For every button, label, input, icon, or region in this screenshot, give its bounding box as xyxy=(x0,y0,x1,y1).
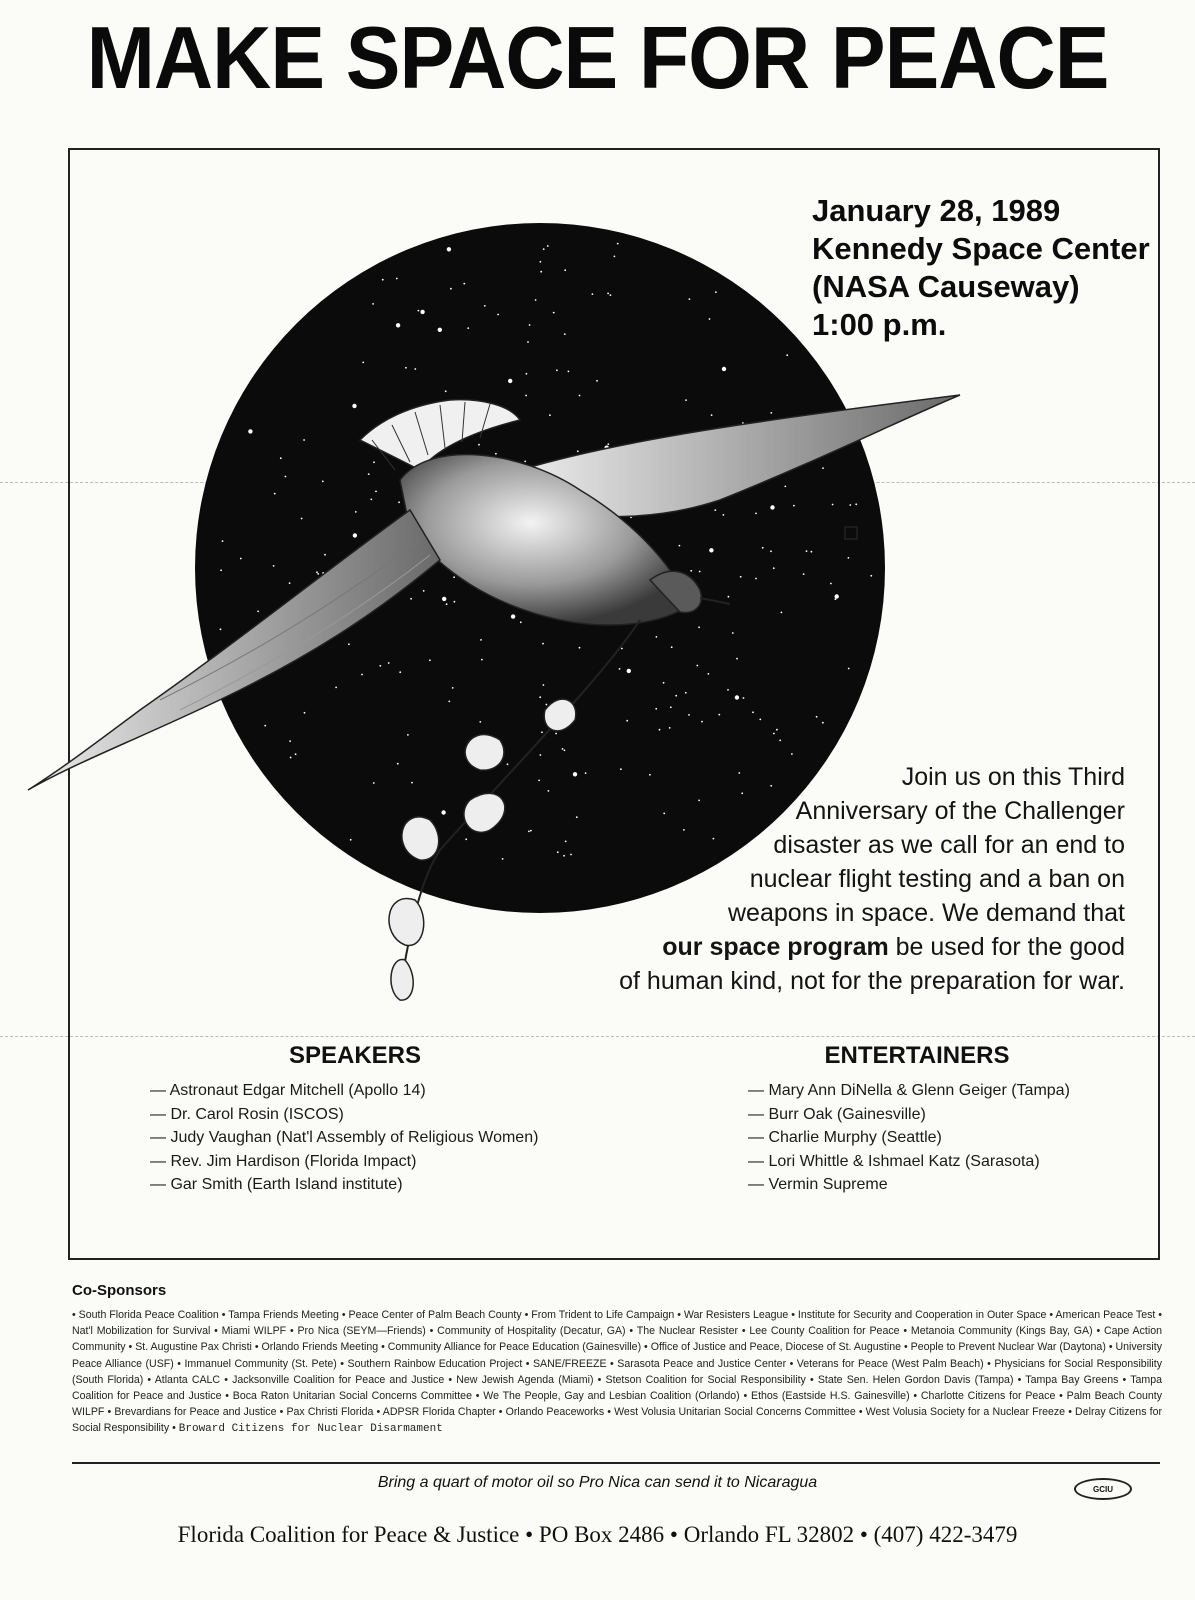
star xyxy=(621,648,623,650)
event-date: January 28, 1989 xyxy=(812,193,1061,228)
star xyxy=(627,669,631,673)
star xyxy=(264,725,266,727)
star xyxy=(539,696,541,698)
star xyxy=(448,701,450,703)
star xyxy=(671,646,673,648)
star xyxy=(538,780,540,782)
star xyxy=(289,582,291,584)
star xyxy=(762,547,764,549)
star xyxy=(507,763,509,765)
star xyxy=(353,533,357,537)
star xyxy=(743,697,745,699)
star xyxy=(540,271,542,273)
star xyxy=(303,439,305,441)
star xyxy=(698,626,700,628)
star xyxy=(626,720,628,722)
star xyxy=(445,390,447,392)
star xyxy=(659,729,661,731)
union-label-icon xyxy=(1074,1478,1132,1500)
speaker-item: — Dr. Carol Rosin (ISCOS) xyxy=(150,1105,344,1123)
star xyxy=(220,628,222,630)
star xyxy=(773,733,775,735)
star xyxy=(784,486,786,488)
star xyxy=(525,395,527,397)
star xyxy=(373,461,375,463)
star xyxy=(563,855,565,857)
star xyxy=(848,668,850,670)
star xyxy=(728,596,730,598)
star xyxy=(565,841,567,843)
star xyxy=(835,594,839,598)
star xyxy=(453,576,455,578)
star xyxy=(663,682,665,684)
star xyxy=(732,632,734,634)
star xyxy=(240,558,242,560)
star xyxy=(656,636,658,638)
star xyxy=(348,643,350,645)
star xyxy=(322,481,324,483)
star xyxy=(614,256,616,258)
star xyxy=(579,647,581,649)
entertainer-item: — Lori Whittle & Ishmael Katz (Sarasota) xyxy=(748,1152,1040,1170)
star xyxy=(669,727,671,729)
star xyxy=(495,453,497,455)
speaker-item: — Judy Vaughan (Nat'l Assembly of Religious Women) xyxy=(150,1129,539,1146)
star xyxy=(579,395,581,397)
star xyxy=(556,369,558,371)
star xyxy=(557,851,559,853)
star xyxy=(410,598,412,600)
star xyxy=(822,467,824,469)
star xyxy=(370,499,372,501)
star xyxy=(528,831,530,833)
star xyxy=(382,279,384,281)
star xyxy=(596,380,598,382)
star xyxy=(441,810,445,814)
blurb-line xyxy=(585,930,1125,964)
star xyxy=(423,590,425,592)
organization-contact: Florida Coalition for Peace & Justice • PO Box 2486 • Orlando FL 32802 • (407) 422-3479 xyxy=(177,1522,1018,1547)
star xyxy=(752,711,754,713)
cosponsors-heading: Co-Sponsors xyxy=(72,1282,167,1299)
motor-oil-note: Bring a quart of motor oil so Pro Nica can send it to Nicaragua xyxy=(377,1474,818,1491)
star xyxy=(530,830,532,832)
entertainer-item: — Mary Ann DiNella & Glenn Geiger (Tampa) xyxy=(748,1082,1070,1099)
star xyxy=(759,719,761,721)
star xyxy=(610,294,612,296)
blurb-line: nuclear flight testing and a ban on xyxy=(749,865,1125,893)
star xyxy=(540,261,542,263)
star xyxy=(388,662,390,664)
star xyxy=(295,753,297,755)
star xyxy=(793,505,795,507)
star xyxy=(755,513,757,515)
star xyxy=(779,740,781,742)
star xyxy=(547,245,549,247)
star xyxy=(220,569,222,571)
star xyxy=(740,576,742,578)
blurb-line: of human kind, not for the preparation for war. xyxy=(619,967,1125,995)
star xyxy=(786,354,788,356)
star xyxy=(420,310,424,314)
blurb-emphasis: our space program xyxy=(662,933,889,961)
star xyxy=(870,575,872,577)
star xyxy=(289,740,291,742)
star xyxy=(529,324,531,326)
star xyxy=(398,501,400,503)
star xyxy=(335,687,337,689)
star xyxy=(541,731,543,733)
star xyxy=(573,772,577,776)
star xyxy=(446,603,448,605)
star xyxy=(511,614,515,618)
star xyxy=(848,557,850,559)
star xyxy=(317,573,319,575)
star xyxy=(715,291,717,293)
star xyxy=(355,511,357,513)
star xyxy=(701,721,703,723)
star xyxy=(484,305,486,307)
star xyxy=(465,838,467,840)
star xyxy=(368,473,370,475)
star xyxy=(454,601,456,603)
star xyxy=(617,243,619,245)
star xyxy=(770,412,772,414)
star xyxy=(722,367,726,371)
event-sub-place: (NASA Causeway) xyxy=(812,269,1080,304)
star xyxy=(619,668,621,670)
footer-divider xyxy=(72,1462,1160,1464)
star xyxy=(685,399,687,401)
star xyxy=(540,754,542,756)
star xyxy=(301,518,303,520)
star xyxy=(735,695,739,699)
blurb-line: weapons in space. We demand that xyxy=(727,899,1125,927)
star xyxy=(248,429,252,433)
cosponsors-list xyxy=(72,1307,1162,1438)
star xyxy=(372,303,374,305)
star xyxy=(562,748,564,750)
event-place: Kennedy Space Center xyxy=(812,231,1150,266)
star xyxy=(497,314,499,316)
star xyxy=(688,714,690,716)
speaker-item: — Gar Smith (Earth Island institute) xyxy=(150,1176,403,1193)
star xyxy=(592,293,594,295)
entertainers-heading: ENTERTAINERS xyxy=(824,1042,1010,1069)
star xyxy=(607,293,609,295)
star xyxy=(543,248,545,250)
star xyxy=(397,763,399,765)
cosponsors-printed: • South Florida Peace Coalition • Tampa Friends Meeting • Peace Center of Palm Beach County • From Trident to Life Campaign • War Resisters League • Institute for Security and Cooperation in Outer Space • American Peace Test • Nat'l Mobilization for Survival • Miami WILPF • Pro Nica (SEYM—Friends) • Community of Hospitality (Decatur, GA) • The Nuclear Resister • Lee County Coalition for Peace • Metanoia Community (Kings Bay, GA) • Cape Action Community • St. Augustine Pax Christi • Orlando Friends Meeting • Community Alliance for Peace Education (Gainesville) • Office of Justice and Peace, Diocese of St. Augustine • People to Prevent Nuclear War (Daytona) • University Peace Alliance (USF) • Immanuel Community (St. Pete) • Southern Rainbow Education Project • SANE/FREEZE • Sarasota Peace and Justice Center • Veterans for Peace (West Palm Beach) • Physicians for Social Responsibility (South Florida) • Atlanta CALC • Jacksonville Coalition for Peace and Justice • New Jewish Agenda (Miami) • Stetson Coalition for Social Responsibility • State Sen. Helen Gordon Davis (Tampa) • Tampa Bay Greens • Tampa Coalition for Peace and Justice • Boca Raton Unitarian Social Concerns Committee • We The People, Gay and Lesbian Coalition (Orlando) • Ethos (Eastside H.S. Gainesville) • Charlotte Citizens for Peace • Palm Beach County WILPF • Brevardians for Peace and Justice • Pax Christi Florida • ADPSR Florida Chapter • Orlando Peaceworks • West Volusia Unitarian Social Concerns Committee • West Volusia Society for a Nuclear Freeze • Delray Citizens for Social Responsibility • xyxy=(72,1309,1162,1435)
speaker-item: — Rev. Jim Hardison (Florida Impact) xyxy=(150,1152,417,1170)
star xyxy=(526,373,528,375)
star xyxy=(699,571,701,573)
speakers-list xyxy=(150,1079,538,1197)
blurb-line: disaster as we call for an end to xyxy=(773,831,1125,859)
star xyxy=(564,269,566,271)
star xyxy=(429,659,431,661)
star xyxy=(478,444,480,446)
star xyxy=(736,658,738,660)
star xyxy=(776,729,778,731)
entertainers-list xyxy=(748,1079,1070,1197)
star xyxy=(396,323,400,327)
star xyxy=(555,733,557,735)
star xyxy=(222,540,224,542)
star xyxy=(549,414,551,416)
star xyxy=(709,318,711,320)
star xyxy=(480,639,482,641)
blurb-line-rest: be used for the good xyxy=(888,933,1125,961)
star xyxy=(396,278,398,280)
star xyxy=(375,491,377,493)
star xyxy=(304,712,306,714)
call-to-action-text xyxy=(585,760,1125,998)
star xyxy=(316,571,318,573)
star xyxy=(285,476,287,478)
star xyxy=(379,665,381,667)
star xyxy=(373,782,375,784)
star xyxy=(508,379,512,383)
star xyxy=(811,551,813,553)
star xyxy=(527,341,529,343)
event-time: 1:00 p.m. xyxy=(812,307,947,342)
star xyxy=(399,671,401,673)
star xyxy=(755,578,757,580)
star xyxy=(352,404,356,408)
star xyxy=(324,554,326,556)
entertainer-item: — Vermin Supreme xyxy=(748,1176,888,1193)
star xyxy=(257,611,259,613)
star xyxy=(542,643,544,645)
star xyxy=(520,621,522,623)
star xyxy=(273,565,275,567)
star xyxy=(822,722,824,724)
star xyxy=(361,674,363,676)
star xyxy=(280,457,282,459)
star xyxy=(564,333,566,335)
star xyxy=(447,247,451,251)
star xyxy=(679,545,681,547)
star xyxy=(418,310,420,312)
speaker-item: — Astronaut Edgar Mitchell (Apollo 14) xyxy=(150,1082,426,1099)
star xyxy=(290,757,292,759)
star xyxy=(696,665,698,667)
star xyxy=(855,503,857,505)
star xyxy=(849,504,851,506)
star xyxy=(830,583,832,585)
blurb-line: Join us on this Third xyxy=(901,763,1125,791)
star xyxy=(576,816,578,818)
star xyxy=(407,734,409,736)
star xyxy=(607,443,609,445)
star xyxy=(450,288,452,290)
star xyxy=(803,573,805,575)
star xyxy=(806,550,808,552)
star xyxy=(411,782,413,784)
star xyxy=(670,706,672,708)
star xyxy=(274,493,276,495)
union-label-text: GCIU xyxy=(1093,1484,1113,1494)
star xyxy=(711,414,713,416)
star xyxy=(570,854,572,856)
star xyxy=(546,704,548,706)
star xyxy=(362,362,364,364)
star xyxy=(690,570,692,572)
star xyxy=(718,714,720,716)
star xyxy=(414,368,416,370)
speakers-heading: SPEAKERS xyxy=(288,1042,422,1069)
star xyxy=(463,283,465,285)
event-details xyxy=(812,192,1150,344)
star xyxy=(685,692,687,694)
star xyxy=(568,371,570,373)
star xyxy=(770,550,772,552)
star xyxy=(479,721,481,723)
star xyxy=(773,567,775,569)
star xyxy=(689,298,691,300)
star xyxy=(723,514,725,516)
star xyxy=(832,504,834,506)
star xyxy=(442,597,446,601)
headline: MAKE SPACE FOR PEACE xyxy=(86,9,1109,108)
star xyxy=(553,312,555,314)
star xyxy=(770,505,774,509)
star xyxy=(564,749,566,751)
star xyxy=(548,790,550,792)
star xyxy=(655,708,657,710)
star xyxy=(350,839,352,841)
star xyxy=(714,509,716,511)
entertainer-item: — Charlie Murphy (Seattle) xyxy=(748,1129,942,1146)
cosponsors-typed-addition: Broward Citizens for Nuclear Disarmament xyxy=(178,1423,443,1436)
star xyxy=(577,450,579,452)
star xyxy=(708,673,710,675)
star xyxy=(467,327,469,329)
star xyxy=(709,548,713,552)
star xyxy=(727,689,729,691)
entertainer-item: — Burr Oak (Gainesville) xyxy=(748,1105,926,1123)
blurb-line: Anniversary of the Challenger xyxy=(795,797,1125,825)
star xyxy=(502,858,504,860)
star xyxy=(781,612,783,614)
star xyxy=(405,367,407,369)
star xyxy=(675,695,677,697)
star xyxy=(524,461,526,463)
star xyxy=(535,299,537,301)
star xyxy=(543,684,545,686)
star xyxy=(816,716,818,718)
star xyxy=(438,328,442,332)
star xyxy=(791,753,793,755)
star xyxy=(452,687,454,689)
star xyxy=(481,659,483,661)
